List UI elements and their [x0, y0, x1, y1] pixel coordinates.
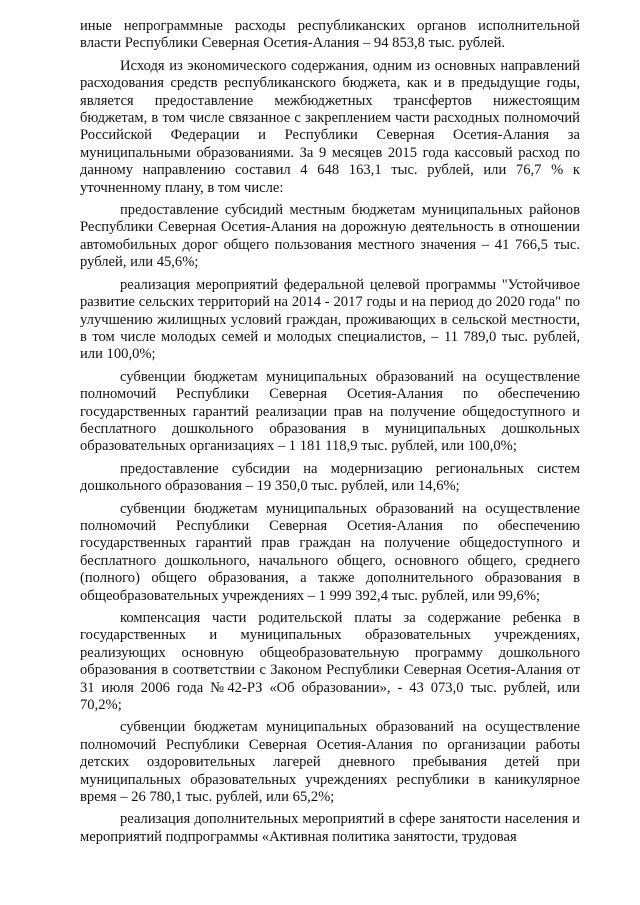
paragraph-preschool-subventions: субвенции бюджетам муниципальных образований на осуществление полномочий Республики Северная Осетия-Алания по обеспечению государственных гарантий реализации прав на получение общедоступного и бесплатного дошкольного образования в муниципальных дошкольных образовательных организациях – 1 181 118,9 тыс. рублей, или 100,0%;: [80, 368, 580, 455]
paragraph-interbudget-transfers: Исходя из экономического содержания, одним из основных направлений расходования средств республиканского бюджета, как и в предыдущие годы, является предоставление межбюджетных трансфертов нижестоящим бюджетам, в том числе связанное с закреплением части расходных полномочий Российской Федерации и Республики Северная Осетия-Алания за муниципальными образованиями. За 9 месяцев 2015 года кассовый расход по данному направлению составил 4 648 163,1 тыс. рублей, или 76,7 % к уточненному плану, в том числе:: [80, 57, 580, 196]
paragraph-rural-development-program: реализация мероприятий федеральной целевой программы "Устойчивое развитие сельских территорий на 2014 - 2017 годы и на период до 2020 года" по улучшению жилищных условий граждан, проживающих в сельской местности, в том числе молодых семей и молодых специалистов, – 11 789,0 тыс. рублей, или 100,0%;: [80, 276, 580, 363]
document-body: [80, 18, 580, 851]
paragraph-parental-fee-compensation: компенсация части родительской платы за содержание ребенка в государственных и муниципальных образовательных учреждениях, реализующих основную общеобразовательную программу дошкольного образования в соответствии с Законом Республики Северная Осетия-Алания от 31 июля 2006 года №42-РЗ «Об образовании», - 43 073,0 тыс. рублей, или 70,2%;: [80, 610, 580, 714]
paragraph-employment-measures: реализация дополнительных мероприятий в сфере занятости населения и мероприятий подпрограммы «Активная политика занятости, трудовая: [80, 811, 580, 845]
paragraph-preschool-modernization: предоставление субсидии на модернизацию региональных систем дошкольного образования – 19 350,0 тыс. рублей, или 14,6%;: [80, 460, 580, 495]
paragraph-other-expenses: иные непрограммные расходы республиканских органов исполнительной власти Республики Северная Осетия-Алания – 94 853,8 тыс. рублей.: [80, 18, 580, 52]
paragraph-road-subsidies: предоставление субсидий местным бюджетам муниципальных районов Республики Северная Осетия-Алания на дорожную деятельность в отношении автомобильных дорог общего пользования местного значения – 41 766,5 тыс. рублей, или 45,6%;: [80, 202, 580, 271]
paragraph-summer-camps: субвенции бюджетам муниципальных образований на осуществление полномочий Республики Северная Осетия-Алания по организации работы детских оздоровительных лагерей дневного пребывания детей при муниципальных образовательных учреждениях республики в каникулярное время – 26 780,1 тыс. рублей, или 65,2%;: [80, 719, 580, 806]
paragraph-general-education-subventions: субвенции бюджетам муниципальных образований на осуществление полномочий Республики Северная Осетия-Алания по обеспечению государственных гарантий прав граждан на получение общедоступного и бесплатного дошкольного, начального общего, основного общего, среднего (полного) общего образования, а также дополнительного образования в общеобразовательных учреждениях – 1 999 392,4 тыс. рублей, или 99,6%;: [80, 500, 580, 604]
